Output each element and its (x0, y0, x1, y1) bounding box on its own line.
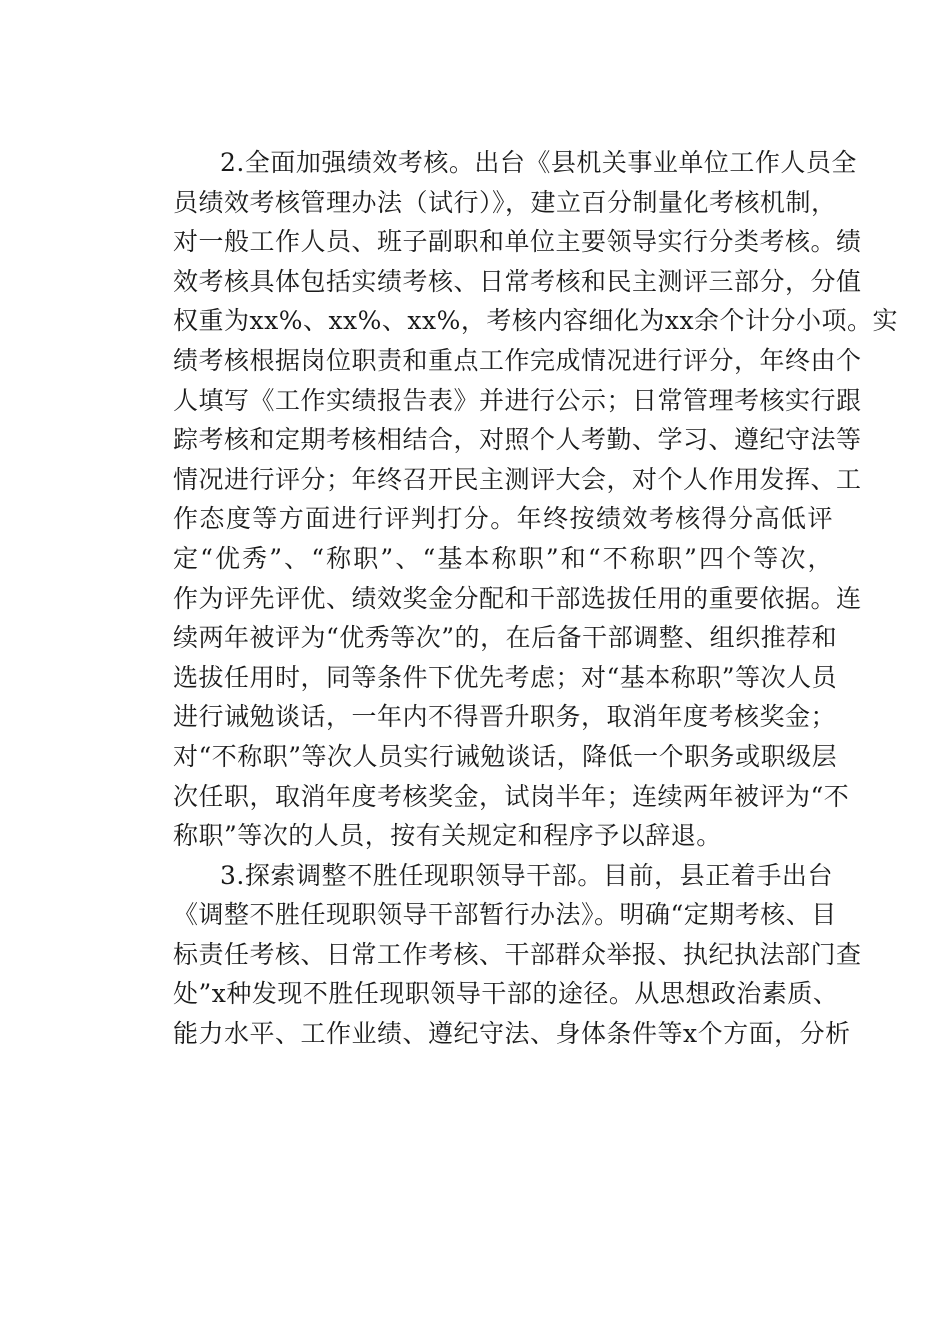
text-line: 进行诫勉谈话，一年内不得晋升职务，取消年度考核奖金； (173, 702, 837, 732)
text-line: 选拔任用时，同等条件下优先考虑；对“基本称职”等次人员 (173, 662, 838, 692)
text-line: 处”x种发现不胜任现职领导干部的途径。从思想政治素质、 (173, 979, 839, 1009)
text-line: 对一般工作人员、班子副职和单位主要领导实行分类考核。绩 (173, 227, 862, 257)
paragraph-2-heading-line: 2.全面加强绩效考核。出台《县机关事业单位工作人员全 (220, 148, 857, 177)
text-line: 对“不称职”等次人员实行诫勉谈话，降低一个职务或职级层 (173, 741, 838, 771)
text-line: 情况进行评分；年终召开民主测评大会，对个人作用发挥、工 (173, 464, 862, 494)
text-line: 权重为xx%、xx%、xx%，考核内容细化为xx余个计分小项。实 (173, 306, 899, 336)
body-text (173, 143, 899, 1054)
text-line: 标责任考核、日常工作考核、干部群众举报、执纪执法部门查 (173, 939, 862, 969)
text-line: 次任职，取消年度考核奖金，试岗半年；连续两年被评为“不 (173, 781, 850, 811)
paragraph-3-heading-line: 3.探索调整不胜任现职领导干部。目前，县正着手出台 (220, 860, 833, 890)
text-line: 员绩效考核管理办法（试行）》，建立百分制量化考核机制， (173, 187, 837, 217)
text-line: 能力水平、工作业绩、遵纪守法、身体条件等x个方面，分析 (173, 1019, 851, 1049)
text-line: 作为评先评优、绩效奖金分配和干部选拔任用的重要依据。连 (173, 583, 862, 613)
text-line: 绩考核根据岗位职责和重点工作完成情况进行评分，年终由个 (173, 345, 862, 375)
text-line: 称职”等次的人员，按有关规定和程序予以辞退。 (173, 821, 722, 851)
text-line: 作态度等方面进行评判打分。年终按绩效考核得分高低评 (173, 504, 833, 534)
text-line: 定“优秀”、“称职”、“基本称职”和“不称职”四个等次， (173, 543, 833, 573)
text-line: 续两年被评为“优秀等次”的，在后备干部调整、组织推荐和 (173, 623, 838, 653)
text-line: 踪考核和定期考核相结合，对照个人考勤、学习、遵纪守法等 (173, 425, 862, 455)
text-line: 《调整不胜任现职领导干部暂行办法》。明确“定期考核、目 (173, 900, 837, 930)
text-line: 效考核具体包括实绩考核、日常考核和民主测评三部分，分值 (173, 266, 862, 296)
text-line: 人填写《工作实绩报告表》并进行公示；日常管理考核实行跟 (173, 385, 862, 415)
